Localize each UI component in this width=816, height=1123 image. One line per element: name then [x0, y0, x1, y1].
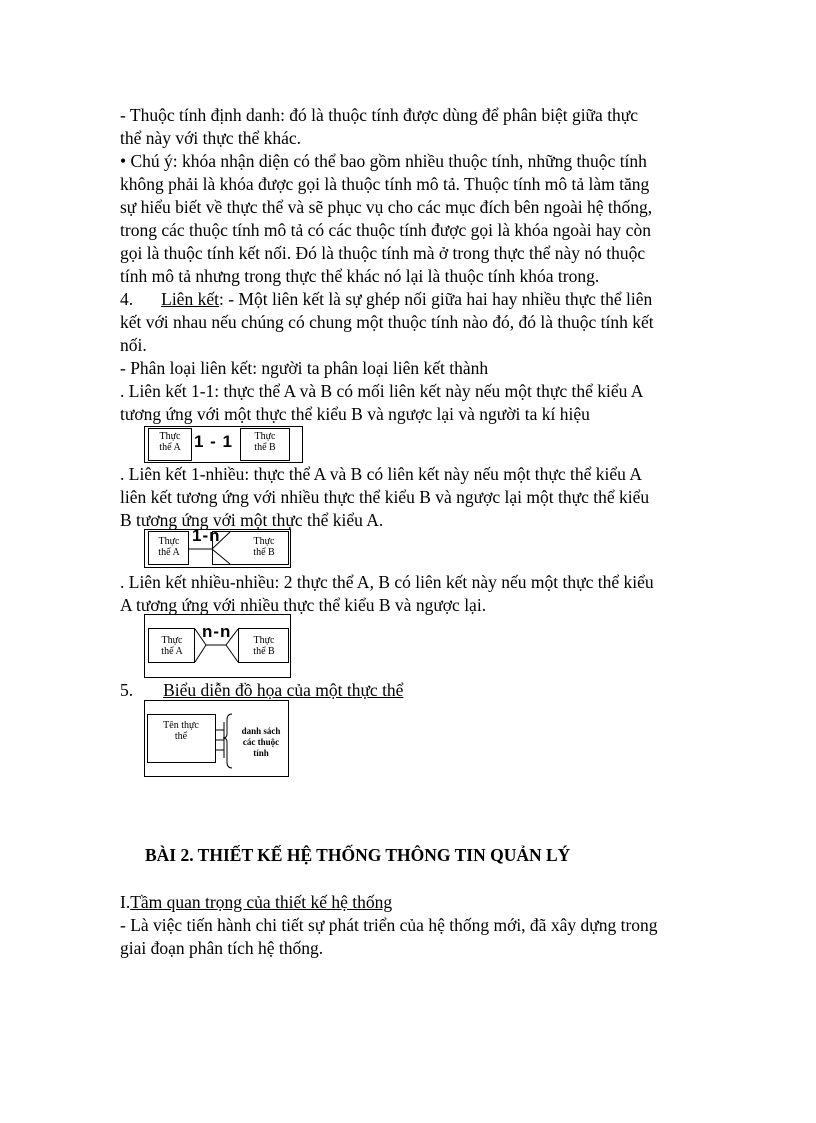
text-line: kết với nhau nếu chúng có chung một thuộc tính nào đó, đó là thuộc tính kết	[120, 312, 654, 332]
relation-label: 1 - 1	[194, 432, 234, 451]
text-line: A tương ứng với nhiều thực thể kiểu B và ngược lại.	[120, 595, 487, 615]
text-line: liên kết tương ứng với nhiều thực thể kiểu B và ngược lại một thực thể kiểu	[120, 487, 650, 507]
diagram-one-n	[144, 526, 292, 569]
section-title: Liên kết	[161, 289, 219, 309]
text-line: tính mô tả nhưng trong thực thể khác nó lại là thuộc tính khóa trong.	[120, 266, 600, 286]
lesson-heading: BÀI 2. THIẾT KẾ HỆ THỐNG THÔNG TIN QUẢN LÝ	[145, 845, 571, 865]
text-line: gọi là thuộc tính kết nối. Đó là thuộc tính mà ở trong thực thể này nó thuộc	[120, 243, 646, 263]
entity-b-label: Thực thể B	[253, 536, 275, 558]
subsection-number: I.	[120, 892, 131, 912]
text-line: . Liên kết 1-1: thực thể A và B có mối liên kết này nếu một thực thể kiểu A	[120, 381, 644, 401]
text-line: . Liên kết 1-nhiều: thực thể A và B có liên kết này nếu một thực thể kiểu A	[120, 464, 642, 484]
section-number: 5.	[120, 680, 134, 700]
section-title: Biểu diễn đồ họa của một thực thể	[163, 680, 404, 700]
text-line: thể này với thực thể khác.	[120, 128, 302, 148]
section-4-line	[120, 288, 652, 311]
section-number: 4.	[120, 289, 134, 309]
entity-graphic-diagram	[144, 700, 290, 778]
entity-a-label: Thực thể A	[158, 536, 180, 558]
entity-name-label: Tên thực thể	[163, 720, 199, 742]
text-line: • Chú ý: khóa nhận diện có thể bao gồm nhiều thuộc tính, những thuộc tính	[120, 151, 647, 171]
text-line: - Là việc tiến hành chi tiết sự phát triển của hệ thống mới, đã xây dựng trong	[120, 915, 658, 935]
entity-b-label: Thực thể B	[254, 431, 276, 453]
text-line: không phải là khóa được gọi là thuộc tính mô tả. Thuộc tính mô tả làm tăng	[120, 174, 650, 194]
relation-label: 1-n	[192, 526, 221, 545]
text-line: nối.	[120, 335, 147, 355]
text-line: - Thuộc tính định danh: đó là thuộc tính được dùng để phân biệt giữa thực	[120, 105, 639, 125]
subsection-line	[120, 891, 392, 914]
entity-a-label: Thực thể A	[159, 431, 181, 453]
entity-b-label: Thực thể B	[253, 635, 275, 657]
text-line: giai đoạn phân tích hệ thống.	[120, 938, 324, 958]
text-line: B tương ứng với một thực thể kiểu A.	[120, 510, 384, 530]
entity-a-label: Thực thể A	[161, 635, 183, 657]
diagram-one-one	[144, 426, 302, 462]
text-line: sự hiểu biết về thực thể và sẽ phục vụ cho các mục đích bên ngoài hệ thống,	[120, 197, 653, 217]
text-line: trong các thuộc tính mô tả có các thuộc tính được gọi là khóa ngoài hay còn	[120, 220, 651, 240]
section-5-line	[120, 679, 403, 702]
section-colon: :	[218, 289, 224, 309]
relation-label: n-n	[202, 622, 232, 641]
subsection-title: Tầm quan trọng của thiết kế hệ thống	[130, 892, 393, 912]
text-line: - Phân loại liên kết: người ta phân loại liên kết thành	[120, 358, 489, 378]
text-line: . Liên kết nhiều-nhiều: 2 thực thể A, B có liên kết này nếu một thực thể kiểu	[120, 572, 654, 592]
attribute-list-label: danh sách các thuộc tính	[241, 726, 281, 758]
text-line: tương ứng với một thực thể kiểu B và ngược lại và người ta kí hiệu	[120, 404, 590, 424]
section-text: - Một liên kết là sự ghép nối giữa hai hay nhiều thực thể liên	[228, 289, 653, 309]
diagram-n-n	[144, 614, 292, 679]
